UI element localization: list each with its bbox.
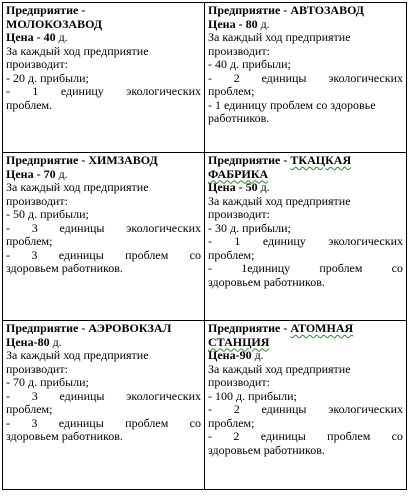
price: [6, 31, 201, 45]
card-auto-plant: [205, 3, 407, 153]
enterprise-name: АТОМНАЯ СТАНЦИЯ: [208, 321, 354, 349]
price-unit: д.: [257, 16, 270, 31]
list-item: - 3 единицы экологических: [6, 220, 201, 235]
enterprise-name: ТКАЦКАЯ ФАБРИКА: [208, 153, 352, 181]
enterprise-table: [2, 2, 407, 490]
price: [208, 349, 403, 363]
list-item: здоровьем работников.: [208, 442, 325, 457]
list-item: - 3 единицы экологических: [6, 388, 201, 403]
price: [208, 181, 403, 195]
list-item: - 50 д. прибыли;: [6, 207, 89, 221]
enterprise-name: ХИМЗАВОД: [88, 153, 158, 167]
list-item: - 2 единицы проблем со: [208, 429, 403, 443]
card-heading: [6, 322, 201, 336]
list-item: - 40 д. прибыли;: [208, 57, 291, 71]
card-heading: [6, 154, 201, 168]
price: [6, 168, 201, 182]
price-unit: д.: [55, 166, 68, 181]
card-nuclear-plant: [205, 321, 407, 490]
heading-prefix: Предприятие -: [6, 3, 86, 17]
price-unit: д.: [55, 30, 68, 44]
enterprise-name: АЭРОВОКЗАЛ: [88, 321, 172, 335]
list-item: проблем;: [6, 234, 53, 248]
price-label: Цена - 50: [208, 180, 258, 194]
intro-text: За каждый ход предприятие производит:: [208, 193, 351, 221]
card-milk-plant: [3, 3, 205, 153]
price-unit: д.: [251, 348, 264, 362]
list-item: - 2 единицы экологических: [208, 402, 403, 416]
list-item: - 30 д. прибыли;: [208, 220, 291, 235]
list-item: проблем;: [208, 415, 255, 430]
card-heading: [208, 4, 403, 18]
card-textile-factory: [205, 153, 407, 321]
list-item: - 1единицу проблем со: [208, 261, 403, 275]
heading-prefix: Предприятие -: [208, 321, 291, 335]
intro-text: За каждый ход предприятие производит:: [208, 361, 351, 389]
intro-text: За каждый ход предприятие производит:: [208, 30, 351, 58]
intro-text: За каждый ход предприятие производит:: [6, 43, 149, 71]
price-label: Цена-90: [208, 348, 252, 362]
list-item: - 1 единицу экологических: [208, 234, 403, 248]
price-label: Цена - 80: [208, 16, 258, 31]
enterprise-name: АВТОЗАВОД: [290, 3, 365, 17]
card-heading: [6, 4, 201, 31]
list-item: здоровьем работников.: [208, 274, 325, 289]
list-item: - 3 единицы проблем со: [6, 247, 201, 262]
intro-text: За каждый ход предприятие производит:: [6, 180, 149, 208]
list-item: - 70 д. прибыли;: [6, 375, 89, 389]
list-item: - 20 д. прибыли;: [6, 70, 89, 85]
list-item: - 3 единицы проблем со: [6, 415, 201, 430]
price-label: Цена - 40: [6, 30, 56, 44]
intro-text: За каждый ход предприятие производит:: [6, 348, 149, 376]
heading-prefix: Предприятие -: [6, 153, 89, 167]
card-air-terminal: [3, 321, 205, 490]
list-item: - 100 д. прибыли;: [208, 388, 297, 403]
list-item: работников.: [208, 111, 270, 125]
list-item: проблем.: [6, 97, 53, 112]
list-item: - 2 единицы экологических: [208, 70, 403, 85]
price: [6, 336, 201, 350]
list-item: здоровьем работников.: [6, 261, 123, 275]
heading-prefix: Предприятие -: [208, 153, 291, 167]
price: [208, 18, 403, 32]
card-chemical-plant: [3, 153, 205, 321]
list-item: - 1 единицу экологических: [6, 84, 201, 98]
card-heading: [208, 322, 403, 349]
list-item: - 1 единицу проблем со здоровье: [208, 97, 376, 112]
list-item: проблем;: [208, 84, 255, 98]
price-unit: д.: [49, 334, 62, 349]
heading-prefix: Предприятие -: [208, 3, 291, 17]
enterprise-name: МОЛОКОЗАВОД: [6, 16, 103, 31]
heading-prefix: Предприятие -: [6, 321, 89, 335]
list-item: здоровьем работников.: [6, 429, 123, 443]
list-item: проблем;: [208, 247, 255, 262]
price-unit: д.: [257, 180, 270, 194]
price-label: Цена - 70: [6, 166, 56, 181]
price-label: Цена-80: [6, 334, 50, 349]
card-heading: [208, 154, 403, 181]
list-item: проблем;: [6, 402, 53, 416]
